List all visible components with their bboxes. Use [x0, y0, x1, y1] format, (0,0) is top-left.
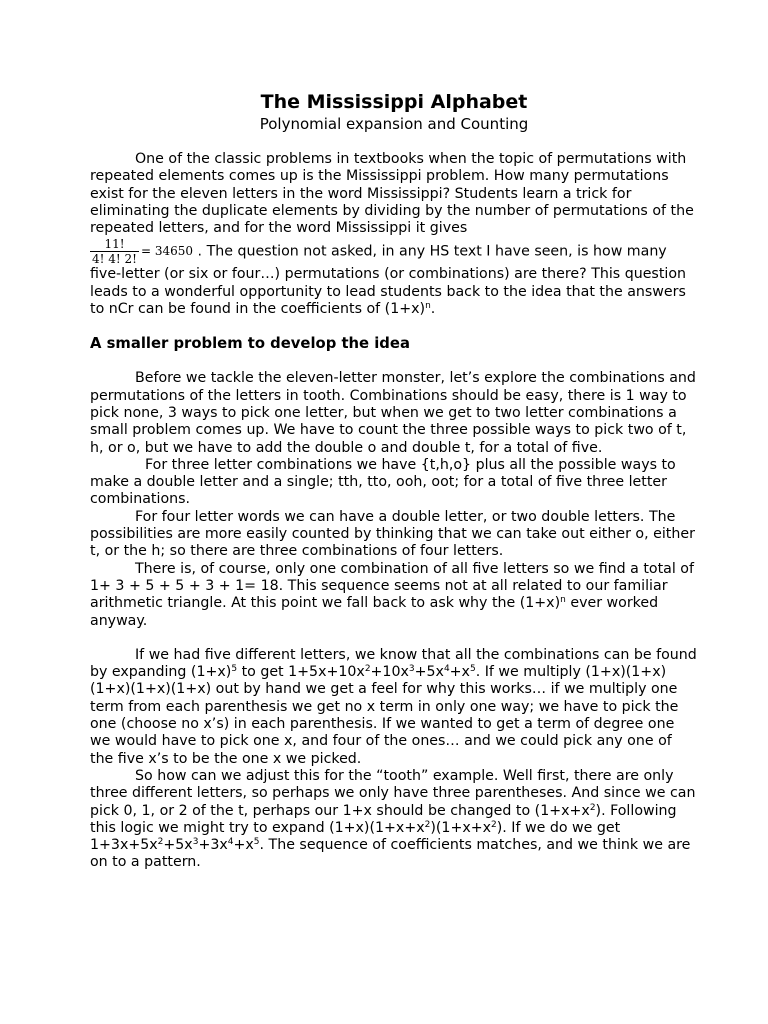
text-run: If we had five different letters, we know that all the combinations can be found by expanding (1+x): [90, 646, 697, 681]
text-run: +5x: [414, 664, 444, 681]
section-heading: A smaller problem to develop the idea: [90, 335, 410, 353]
exponent: n: [425, 301, 431, 312]
exponent: 5: [469, 664, 476, 675]
exponent: 4: [443, 664, 450, 675]
intro-paragraph: [90, 151, 698, 318]
three-letter-paragraph: For three letter combinations we have {t,h,o} plus all the possible ways to make a double letter and a single; tth, tto, ooh, oot; for a total of five three letter combinations.: [90, 456, 676, 508]
exponent: 3: [192, 837, 199, 848]
page-title: The Mississippi Alphabet: [260, 91, 528, 113]
exponent: 2: [589, 802, 596, 813]
exponent: 2: [424, 819, 431, 830]
total-text: There is, of course, only one combination of all five letters so we find a total of 1+ 3 + 5 + 5 + 3 + 1= 18. This sequence seems not at all related to our familiar arithmetic triangle. At this point we fall back to ask why the (1+x): [90, 560, 694, 612]
exponent: 5: [253, 837, 260, 848]
total-text-end: ever worked anyway.: [90, 595, 659, 629]
four-letter-paragraph: For four letter words we can have a double letter, or two double letters. The possibilities are more easily counted by thinking that we can take out either o, either t, or the h; so there are three combinations of four letters.: [90, 508, 695, 560]
exponent: 5: [231, 664, 238, 675]
text-run: to get 1+5x+10x: [237, 664, 365, 681]
total-paragraph: [90, 561, 698, 630]
exponent: n: [560, 595, 566, 606]
exponent: 3: [408, 664, 415, 675]
exponent: 2: [491, 819, 497, 830]
tooth-paragraph: Before we tackle the eleven-letter monster, let’s explore the combinations and permutations of the letters in tooth. Combinations should be easy, there is 1 way to pick none, 3 ways to pick one letter, but when we get to two letter combinations a small problem comes up. We have to count the three possible ways to pick two of t, h, or o, but we have to add the double o and double t, for a total of five.: [90, 370, 696, 456]
text-run: +x: [233, 837, 254, 854]
text-run: ). Following this logic we might try to expand (1+x)(1+x+x: [90, 802, 677, 836]
text-run: . The sequence of coefficients matches, and we think we are on to a pattern.: [90, 837, 691, 871]
fraction-numerator: 11!: [90, 237, 139, 252]
text-run: +10x: [370, 664, 409, 681]
exponent: 4: [227, 837, 234, 848]
intro-text-continued: . The question not asked, in any HS text I have seen, is how many five-letter (or six or four…) permutations (or combinations) are there? This question leads to a wonderful opportunity to lead students back to the idea that the answers to nCr can be found in the coefficients of (1+x): [90, 243, 686, 318]
text-run: So how can we adjust this for the “tooth” example. Well first, there are only three different letters, so perhaps we only have three parentheses. And since we can pick 0, 1, or 2 of the t, perhaps our 1+x should be changed to (1+x+x: [90, 767, 696, 819]
text-run: . If we multiply (1+x)(1+x)(1+x)(1+x)(1+x) out by hand we get a feel for why this works… if we multiply one term from each parenthesis we get no x term in only one way; we have to pick the one (choose no x’s) in each parenthesis. If we wanted to get a term of degree one we would have to pick one x, and four of the ones… and we could pick any one of the five x’s to be the one x we picked.: [90, 664, 679, 767]
expansion-paragraph: [90, 647, 698, 768]
permutation-fraction: [90, 237, 139, 266]
exponent: 2: [364, 664, 371, 675]
intro-text: One of the classic problems in textbooks when the topic of permutations with repeated elements comes up is the Mississippi problem. How many permutations exist for the eleven letters in the word Mississippi? Students learn a trick for eliminating the duplicate elements by dividing by the number of permutations of the repeated letters, and for the word Mississippi it gives: [90, 151, 694, 237]
exponent: 2: [157, 837, 164, 848]
text-run: ). If we do we get 1+3x+5x: [90, 819, 621, 854]
adjust-paragraph: [90, 768, 698, 872]
fraction-result: = 34650: [141, 244, 194, 259]
page-subtitle: Polynomial expansion and Counting: [259, 115, 529, 133]
text-run: +5x: [163, 837, 193, 854]
period: .: [430, 301, 436, 318]
text-run: +3x: [198, 837, 228, 854]
fraction-denominator: 4! 4! 2!: [92, 252, 137, 267]
text-run: )(1+x+x: [430, 819, 492, 836]
text-run: +x: [449, 664, 470, 681]
